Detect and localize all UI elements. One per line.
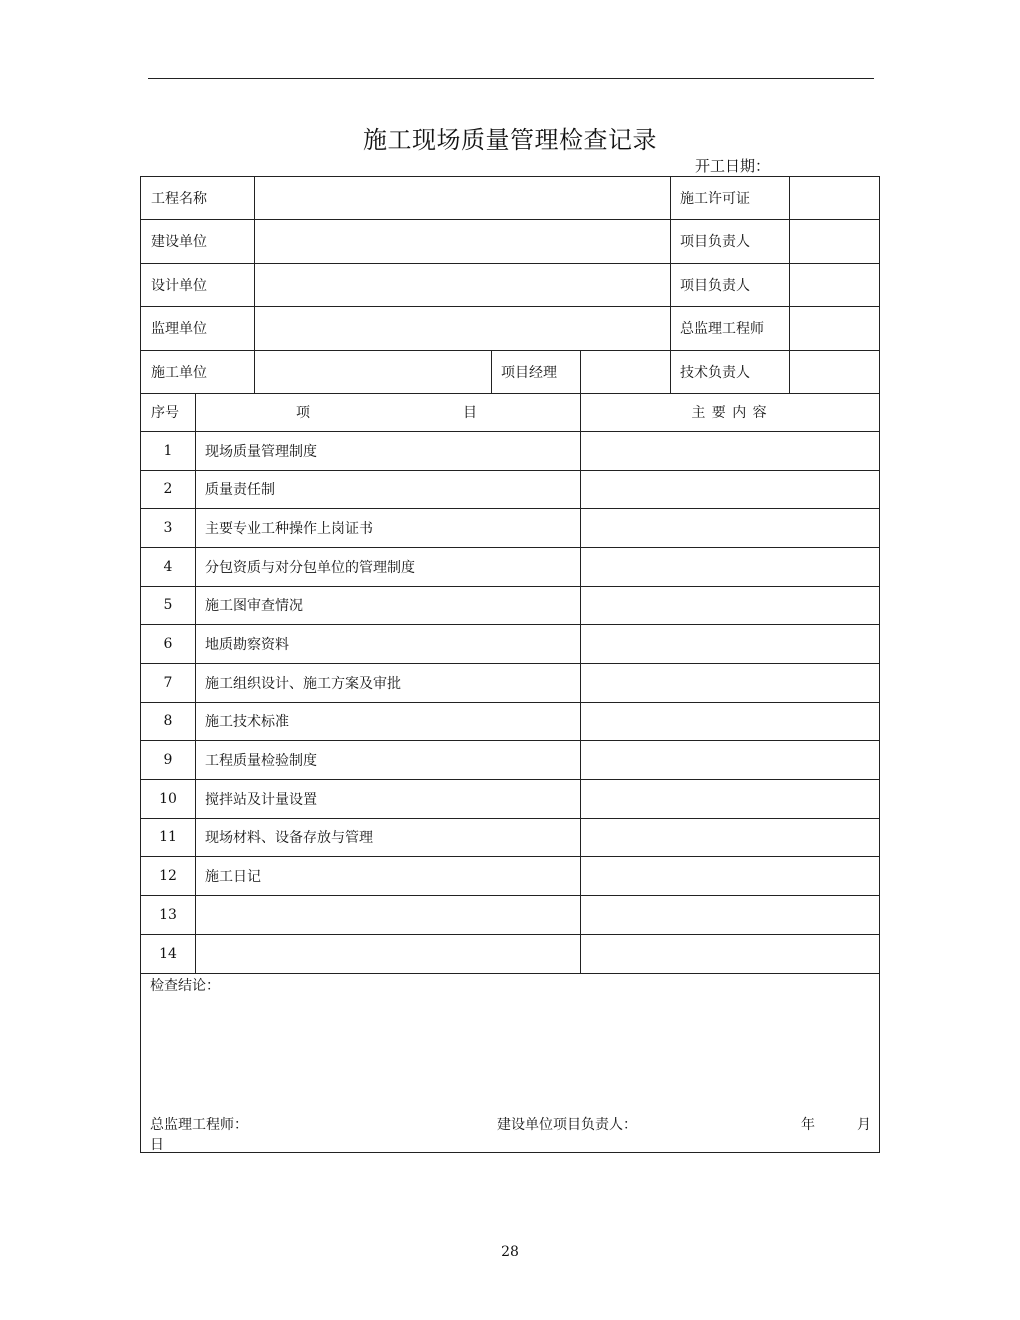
row-seq: 7 (163, 674, 173, 691)
row-item: 工程质量检验制度 (205, 752, 317, 769)
year-label: 年 (801, 1117, 815, 1133)
row-seq: 5 (163, 597, 173, 613)
row-seq: 14 (159, 945, 177, 962)
item-header-char-2: 目 (463, 405, 477, 421)
day-label: 日 (150, 1137, 164, 1153)
content-header: 主 要 内 容 (691, 405, 768, 421)
row-item: 主要专业工种操作上岗证书 (205, 520, 373, 537)
row-seq: 13 (159, 906, 177, 923)
row-item: 现场质量管理制度 (205, 443, 317, 460)
col-divider (254, 177, 255, 393)
conclusion-label: 检查结论： (150, 978, 220, 994)
start-date-label: 开工日期： (695, 157, 771, 175)
row-item: 分包资质与对分包单位的管理制度 (205, 559, 415, 576)
row-seq: 6 (163, 635, 173, 652)
project-manager-label: 项目经理 (501, 364, 557, 381)
row-item: 地质勘察资料 (205, 636, 289, 653)
inspection-form-table (140, 176, 880, 1153)
row-item: 施工图审查情况 (205, 598, 303, 614)
chief-supervisor-signature-label: 总监理工程师： (150, 1117, 248, 1133)
design-pm-label: 项目负责人 (680, 277, 750, 294)
permit-label: 施工许可证 (680, 191, 750, 207)
project-name-label: 工程名称 (151, 191, 207, 207)
row-item: 施工组织设计、施工方案及审批 (205, 675, 401, 692)
design-unit-label: 设计单位 (151, 277, 207, 294)
chief-supervisor-label: 总监理工程师 (680, 321, 764, 337)
seq-header: 序号 (151, 405, 179, 421)
owner-pm-signature-label: 建设单位项目负责人： (497, 1117, 637, 1133)
col-divider (789, 177, 790, 393)
row-item (195, 934, 580, 973)
row-seq: 11 (159, 829, 177, 845)
row-item: 搅拌站及计量设置 (205, 791, 317, 808)
row-seq: 4 (163, 558, 173, 575)
row-item: 施工日记 (205, 868, 261, 885)
row-item: 现场材料、设备存放与管理 (205, 830, 373, 846)
row-seq: 1 (163, 442, 173, 459)
construction-unit-label: 施工单位 (151, 364, 207, 381)
page-title: 施工现场质量管理检查记录 (363, 126, 657, 154)
technical-lead-label: 技术负责人 (680, 364, 750, 381)
col-divider (580, 393, 581, 973)
page-number: 28 (501, 1244, 519, 1260)
row-seq: 12 (159, 867, 177, 884)
row-seq: 10 (159, 790, 177, 807)
row-item (195, 895, 580, 934)
row-seq: 2 (163, 481, 173, 497)
col-divider (580, 350, 581, 393)
row-seq: 3 (163, 519, 173, 536)
header-rule (148, 78, 874, 79)
row-seq: 8 (163, 713, 173, 729)
owner-unit-label: 建设单位 (151, 234, 207, 250)
supervision-unit-label: 监理单位 (151, 321, 207, 337)
owner-pm-label: 项目负责人 (680, 234, 750, 250)
row-divider (141, 973, 879, 974)
item-header-char-1: 项 (296, 405, 310, 421)
month-label: 月 (857, 1117, 871, 1133)
row-seq: 9 (163, 751, 173, 768)
row-item: 施工技术标准 (205, 714, 289, 730)
row-item: 质量责任制 (205, 482, 275, 498)
